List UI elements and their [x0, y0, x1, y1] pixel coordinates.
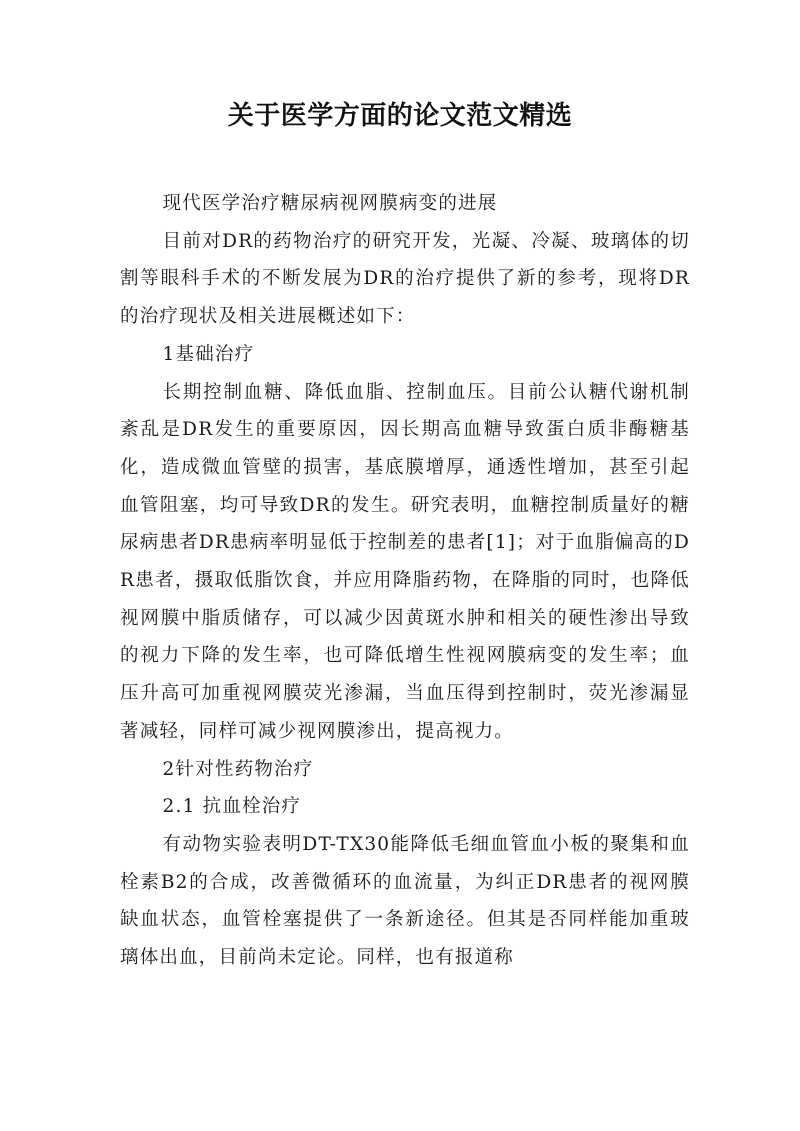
page-title: 关于医学方面的论文范文精选 [227, 101, 573, 131]
section-heading: 2针对性药物治疗 [162, 758, 314, 780]
section-heading: 现代医学治疗糖尿病视网膜病变的进展 [162, 193, 498, 214]
paragraph: 有动物实验表明DT-TX30能降低毛细血管血小板的聚集和血栓素B2的合成，改善微循环的血流量，为纠正DR患者的视网膜缺血状态，血管栓塞提供了一条新途径。但其是否同样能加重玻璃体出血，目前尚未定论。同样，也有报道称 [120, 833, 690, 969]
document-body [120, 185, 690, 977]
paragraph: 目前对DR的药物治疗的研究开发，光凝、冷凝、玻璃体的切割等眼科手术的不断发展为DR的治疗提供了新的参考，现将DR的治疗现状及相关进展概述如下： [120, 230, 690, 328]
section-heading: 1基础治疗 [162, 343, 255, 365]
subsection-heading: 2.1 抗血栓治疗 [162, 796, 302, 818]
paragraph: 长期控制血糖、降低血脂、控制血压。目前公认糖代谢机制紊乱是DR发生的重要原因，因长期高血糖导致蛋白质非酶糖基化，造成微血管壁的损害，基底膜增厚，通透性增加，甚至引起血管阻塞，均可导致DR的发生。研究表明，血糖控制质量好的糖尿病患者DR患病率明显低于控制差的患者[1]；对于血脂偏高的DR患者，摄取低脂饮食，并应用降脂药物，在降脂的同时，也降低视网膜中脂质储存，可以减少因黄斑水肿和相关的硬性渗出导致的视力下降的发生率，也可降低增生性视网膜病变的发生率；血压升高可加重视网膜荧光渗漏，当血压得到控制时，荧光渗漏显著减轻，同样可减少视网膜渗出，提高视力。 [120, 381, 690, 742]
